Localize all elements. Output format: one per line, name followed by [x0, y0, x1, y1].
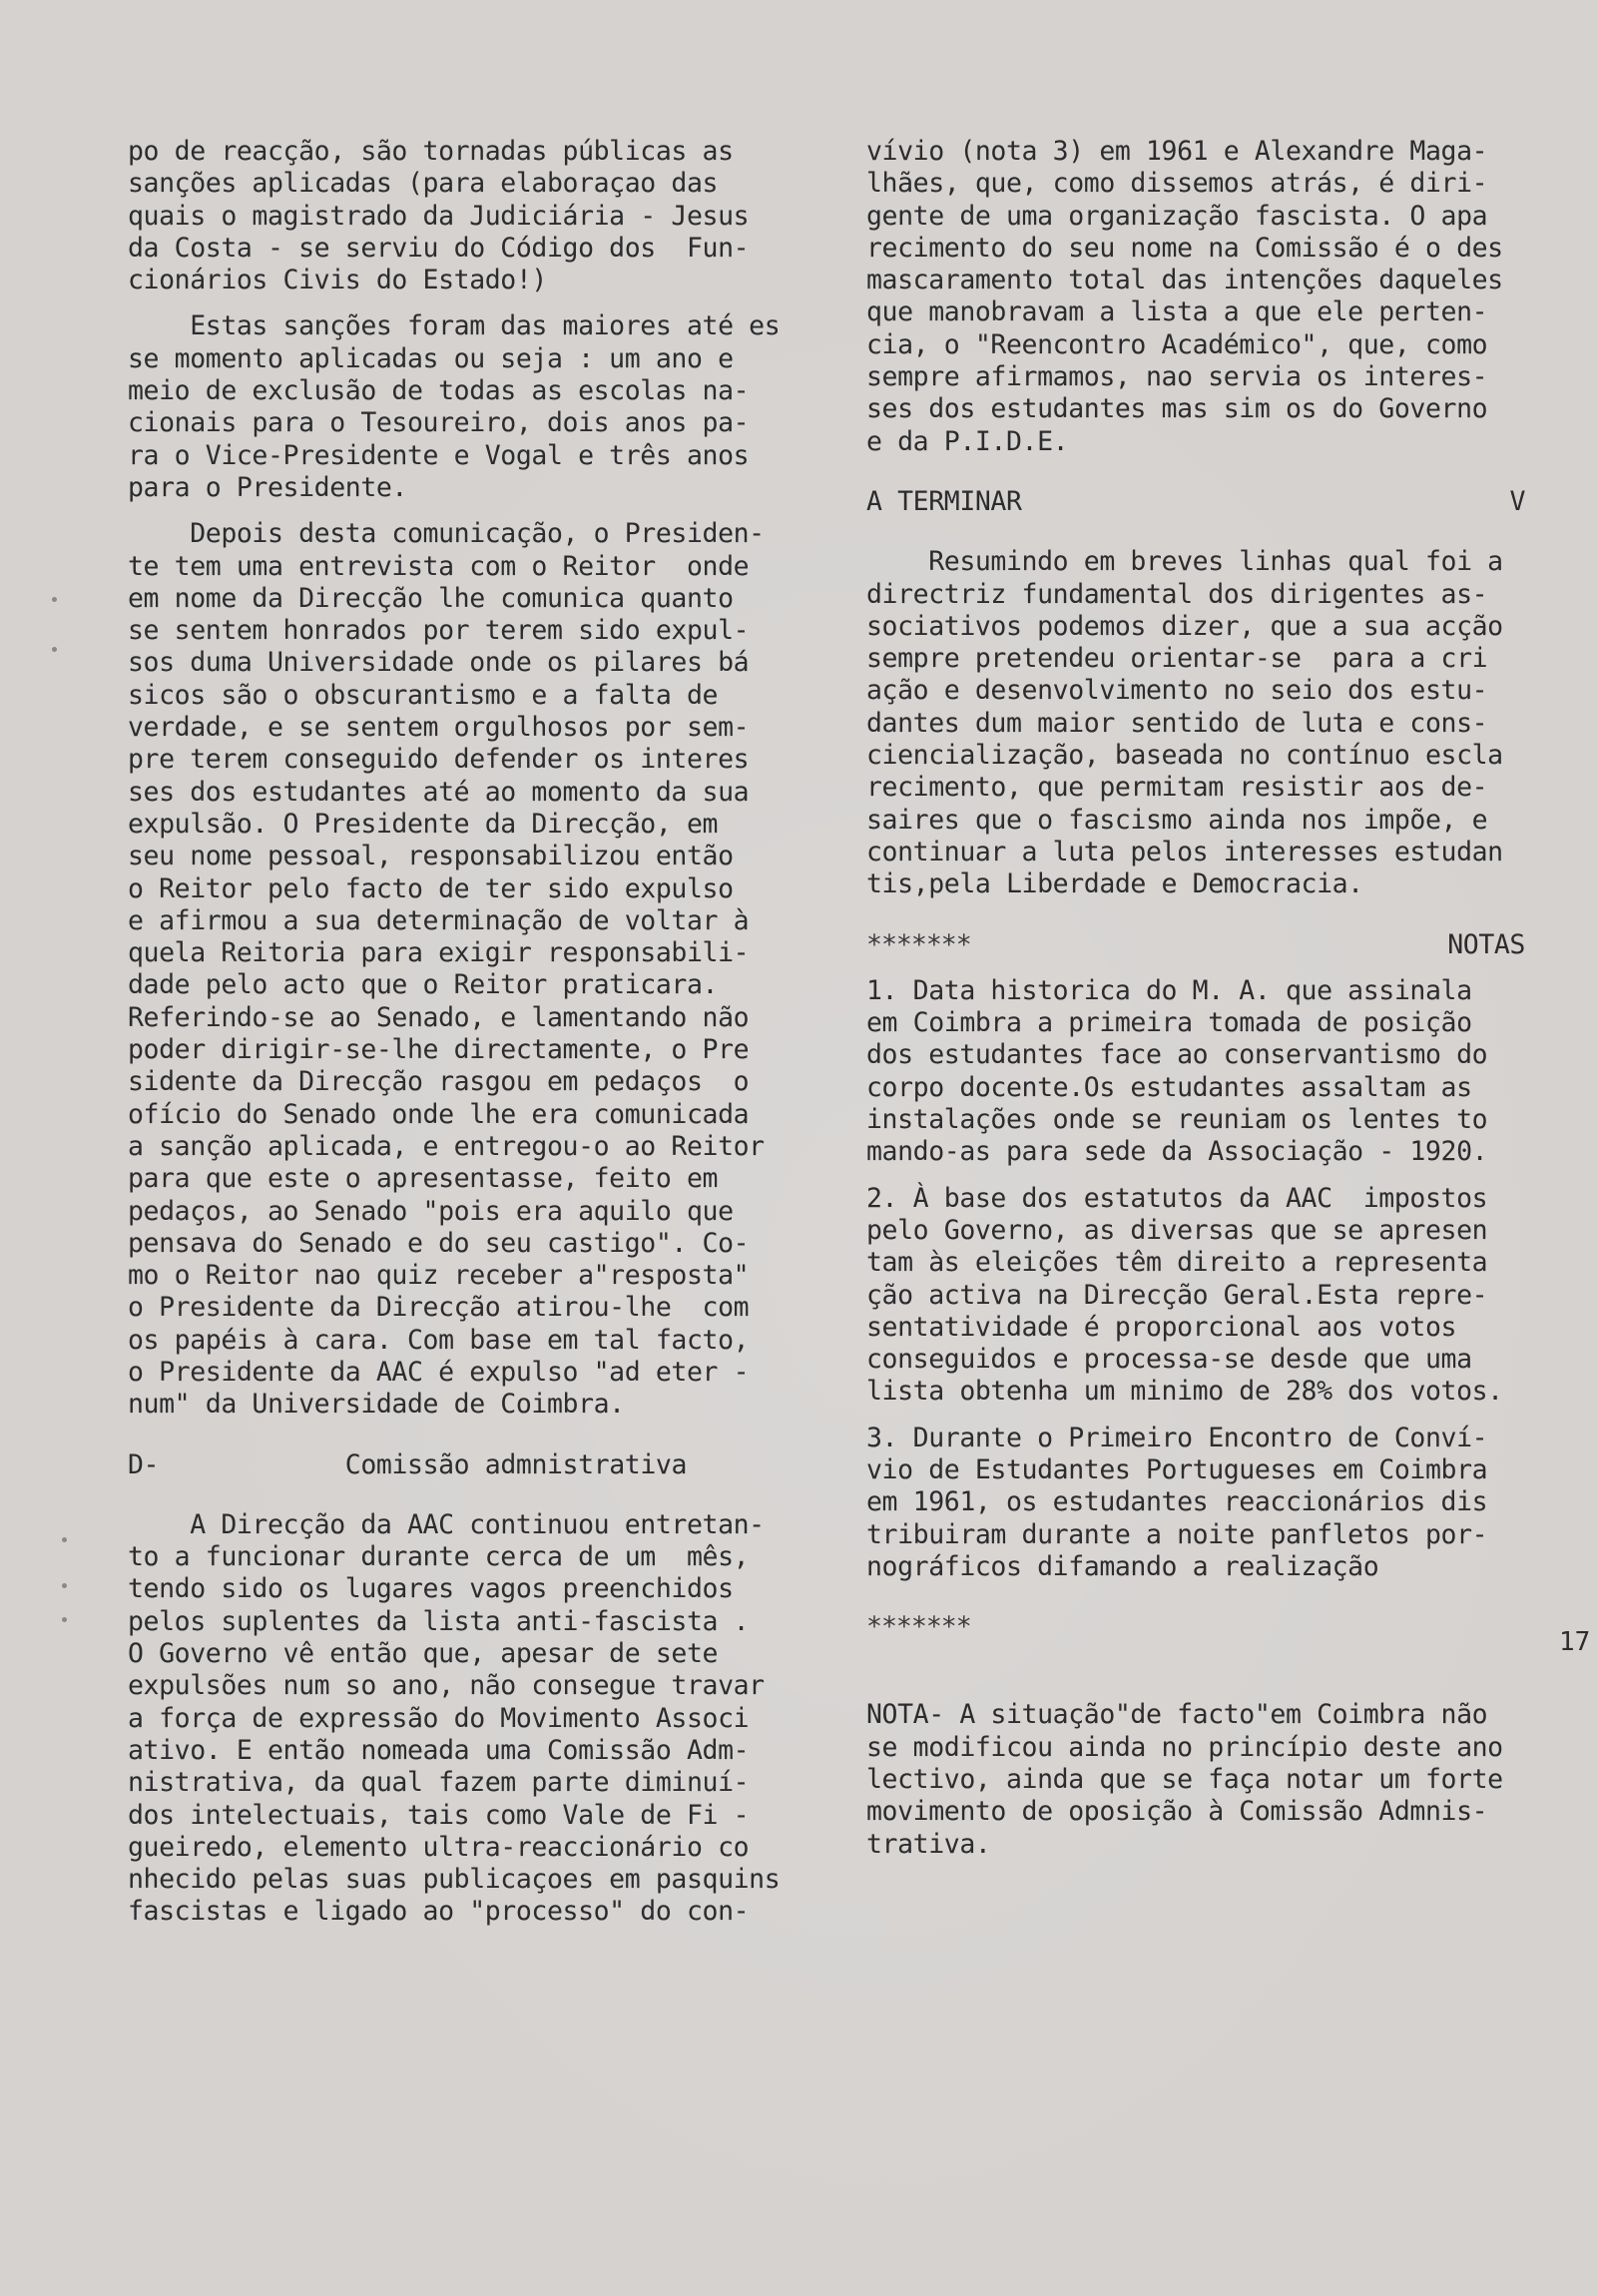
section-title: A TERMINAR	[866, 485, 1022, 517]
note	[866, 1183, 1525, 1409]
spacer	[128, 296, 797, 310]
text-line: a sanção aplicada, e entregou-o ao Reitor	[128, 1130, 765, 1162]
text-line: saires que o fascismo ainda nos impõe, e	[866, 804, 1488, 836]
text-line: o Presidente da AAC é expulso "ad eter -	[128, 1356, 750, 1388]
text-line: ativo. E então nomeada uma Comissão Adm-	[128, 1734, 750, 1766]
page-number: 17	[1559, 1627, 1591, 1657]
final-note	[866, 1699, 1525, 1860]
text-line: gente de uma organização fascista. O apa	[866, 200, 1488, 232]
text-line: o Reitor pelo facto de ter sido expulso	[128, 872, 734, 904]
spacer	[128, 1481, 797, 1509]
text-line: conseguidos e processa-se desde que uma	[866, 1344, 1472, 1376]
text-line: quela Reitoria para exigir responsabili-	[128, 937, 750, 969]
text-line: ação e desenvolvimento no seio dos estu-	[866, 675, 1488, 707]
text-line: quais o magistrado da Judiciária - Jesus	[128, 200, 750, 232]
text-line: tis,pela Liberdade e Democracia.	[866, 868, 1363, 900]
text-line: sanções aplicadas (para elaboraçao das	[128, 168, 719, 200]
text-line: tam às eleições têm direito a representa	[866, 1247, 1488, 1279]
text-line: para o Presidente.	[128, 471, 407, 503]
note	[866, 1423, 1525, 1583]
text-line: que manobravam a lista a que ele perten-	[866, 296, 1488, 328]
margin-mark	[62, 1617, 67, 1622]
section-heading	[866, 486, 1525, 518]
text-line: se momento aplicadas ou seja : um ano e	[128, 342, 734, 374]
text-line: e da P.I.D.E.	[866, 425, 1069, 457]
text-line: dantes dum maior sentido de luta e cons-	[866, 707, 1488, 739]
text-line: ciencialização, baseada no contínuo escla	[866, 740, 1503, 772]
text-line: seu nome pessoal, responsabilizou então	[128, 841, 734, 872]
margin-mark	[52, 647, 57, 652]
text-line: O Governo vê então que, apesar de sete	[128, 1638, 719, 1670]
text-line: sempre afirmamos, nao servia os interes-	[866, 361, 1488, 393]
text-line: sicos são o obscurantismo e a falta de	[128, 679, 719, 711]
text-line: cia, o "Reencontro Académico", que, como	[866, 328, 1488, 360]
text-line: num" da Universidade de Coimbra.	[128, 1389, 625, 1421]
text-line: expulsões num so ano, não consegue travar	[128, 1670, 765, 1702]
spacer	[128, 1422, 797, 1449]
text-line: Referindo-se ao Senado, e lamentando não	[128, 1001, 750, 1033]
text-line: se sentem honrados por terem sido expul-	[128, 615, 750, 647]
text-line: ofício do Senado onde lhe era comunicada	[128, 1098, 750, 1130]
text-line: directriz fundamental dos dirigentes as-	[866, 578, 1488, 610]
text-line: poder dirigir-se-lhe directamente, o Pre	[128, 1034, 750, 1066]
text-line: ção activa na Direcção Geral.Esta repre-	[866, 1279, 1488, 1311]
spacer	[866, 1583, 1525, 1611]
text-line: lectivo, ainda que se faça notar um forte	[866, 1764, 1503, 1796]
margin-mark	[62, 1583, 67, 1588]
margin-mark	[52, 597, 57, 602]
spacer	[866, 458, 1525, 486]
text-line: 1. Data historica do M. A. que assinala	[866, 974, 1472, 1006]
text-line: sentatividade é proporcional aos votos	[866, 1311, 1457, 1343]
spacer	[866, 961, 1525, 975]
text-line: em nome da Direcção lhe comunica quanto	[128, 582, 734, 614]
text-line: instalações onde se reuniam os lentes to	[866, 1104, 1488, 1136]
text-line: pelo Governo, as diversas que se apresen	[866, 1214, 1488, 1246]
text-line: em Coimbra a primeira tomada de posição	[866, 1007, 1472, 1039]
text-line: ses dos estudantes mas sim os do Governo	[866, 393, 1488, 425]
section-heading	[128, 1449, 797, 1481]
text-line: fascistas e ligado ao "processo" do con-	[128, 1896, 750, 1928]
text-line: tribuiram durante a noite panfletos por-	[866, 1518, 1488, 1550]
text-line: em 1961, os estudantes reaccionários dis	[866, 1486, 1488, 1518]
spacer	[866, 1671, 1525, 1699]
text-line: cionais para o Tesoureiro, dois anos pa-	[128, 407, 750, 439]
text-line: tendo sido os lugares vagos preenchidos	[128, 1573, 734, 1605]
text-line: ra o Vice-Presidente e Vogal e três anos	[128, 439, 750, 471]
text-line: o Presidente da Direcção atirou-lhe com	[128, 1292, 750, 1324]
text-line: A Direcção da AAC continuou entretan-	[128, 1508, 765, 1540]
text-line: para que este o apresentasse, feito em	[128, 1163, 719, 1195]
right-column	[866, 136, 1525, 1861]
text-line: recimento, que permitam resistir aos de-	[866, 772, 1488, 804]
note	[866, 975, 1525, 1169]
section-letter: V	[1509, 485, 1525, 517]
text-line: dos intelectuais, tais como Vale de Fi -	[128, 1799, 750, 1831]
text-line: nistrativa, da qual fazem parte diminuí-	[128, 1767, 750, 1799]
text-line: expulsão. O Presidente da Direcção, em	[128, 808, 719, 840]
text-line: 2. À base dos estatutos da AAC impostos	[866, 1182, 1488, 1214]
text-line: continuar a luta pelos interesses estudan	[866, 836, 1503, 867]
paragraph	[866, 136, 1525, 458]
paragraph	[128, 1509, 797, 1929]
text-line: os papéis à cara. Com base em tal facto,	[128, 1324, 750, 1356]
text-line: pelos suplentes da lista anti-fascista .	[128, 1605, 750, 1637]
text-line: Estas sanções foram das maiores até es	[128, 310, 781, 342]
spacer	[128, 504, 797, 518]
text-line: recimento do seu nome na Comissão é o des	[866, 232, 1503, 264]
text-line: dos estudantes face ao conservantismo do	[866, 1039, 1488, 1071]
text-line: cionários Civis do Estado!)	[128, 265, 547, 296]
text-line: nhecido pelas suas publicaçoes em pasquins	[128, 1864, 781, 1896]
text-line: Depois desta comunicação, o Presiden-	[128, 518, 765, 550]
text-line: trativa.	[866, 1828, 991, 1860]
text-line: se modificou ainda no princípio deste ano	[866, 1731, 1503, 1763]
text-line: to a funcionar durante cerca de um mês,	[128, 1541, 750, 1573]
separator-stars: *******	[866, 1611, 971, 1643]
text-line: NOTA- A situação"de facto"em Coimbra não	[866, 1699, 1488, 1731]
paragraph	[128, 518, 797, 1421]
text-line: pedaços, ao Senado "pois era aquilo que	[128, 1195, 734, 1227]
paragraph	[128, 136, 797, 296]
text-line: ses dos estudantes até ao momento da sua	[128, 776, 750, 808]
text-line: te tem uma entrevista com o Reitor onde	[128, 550, 750, 582]
text-line: pre terem conseguido defender os interes	[128, 744, 750, 776]
text-line: verdade, e se sentem orgulhosos por sem-	[128, 712, 750, 744]
text-line: corpo docente.Os estudantes assaltam as	[866, 1071, 1472, 1103]
text-line: pensava do Senado e do seu castigo". Co-	[128, 1227, 750, 1259]
spacer	[866, 1643, 1525, 1671]
text-line: sociativos podemos dizer, que a sua acção	[866, 610, 1503, 642]
spacer	[866, 1409, 1525, 1423]
text-line: nográficos difamando a realização	[866, 1550, 1379, 1582]
text-line: lista obtenha um minimo de 28% dos votos.	[866, 1376, 1503, 1408]
text-line: sidente da Direcção rasgou em pedaços o	[128, 1066, 750, 1098]
spacer	[866, 1169, 1525, 1183]
paragraph	[128, 310, 797, 504]
notes-heading	[866, 929, 1525, 961]
separator-stars: *******	[866, 928, 971, 960]
text-line: mascaramento total das intenções daqueles	[866, 265, 1503, 296]
left-column	[128, 136, 797, 1929]
text-line: gueiredo, elemento ultra-reaccionário co	[128, 1831, 750, 1863]
text-line: mo o Reitor nao quiz receber a"resposta"	[128, 1260, 750, 1292]
text-line: a força de expressão do Movimento Associ	[128, 1702, 750, 1734]
text-line: po de reacção, são tornadas públicas as	[128, 136, 734, 167]
text-line: vio de Estudantes Portugueses em Coimbra	[866, 1453, 1488, 1485]
text-line: mando-as para sede da Associação - 1920.	[866, 1136, 1488, 1168]
section-title: Comissão admnistrativa	[344, 1448, 687, 1480]
text-line: sempre pretendeu orientar-se para a cri	[866, 643, 1488, 675]
section-letter: D-	[128, 1448, 160, 1480]
text-line: sos duma Universidade onde os pilares bá	[128, 647, 750, 679]
spacer	[866, 901, 1525, 929]
text-line: e afirmou a sua determinação de voltar à	[128, 904, 750, 936]
spacer	[866, 518, 1525, 546]
text-line: meio de exclusão de todas as escolas na-	[128, 375, 750, 407]
margin-mark	[62, 1537, 67, 1542]
text-line: lhães, que, como dissemos atrás, é diri-	[866, 168, 1488, 200]
text-line: vívio (nota 3) em 1961 e Alexandre Maga-	[866, 136, 1488, 167]
text-line: movimento de oposição à Comissão Admnis-	[866, 1796, 1488, 1828]
notes-title: NOTAS	[1447, 928, 1525, 960]
text-line: Resumindo em breves linhas qual foi a	[866, 546, 1503, 578]
paragraph	[866, 546, 1525, 900]
text-line: dade pelo acto que o Reitor praticara.	[128, 969, 719, 1001]
text-line: da Costa - se serviu do Código dos Fun-	[128, 232, 750, 264]
text-line: 3. Durante o Primeiro Encontro de Conví-	[866, 1422, 1488, 1453]
